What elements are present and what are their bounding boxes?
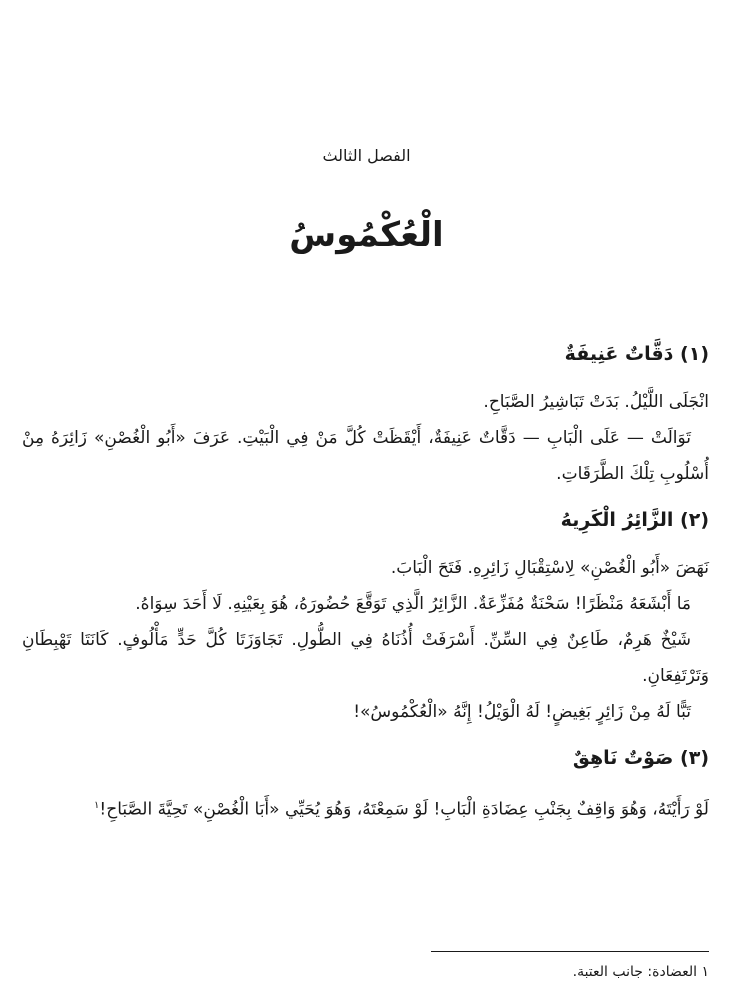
- paragraph-with-footnote-ref: [22, 788, 709, 828]
- paragraph: تَبًّا لَهُ مِنْ زَائِرٍ بَغِيضٍ! لَهُ الْوَيْلُ! إِنَّهُ «الْعُكْمُوسُ»!: [353, 702, 691, 722]
- footnote-divider: [431, 951, 709, 952]
- paragraph: تَوَالَتْ — عَلَى الْبَابِ — دَقَّاتٌ عَنِيفَةٌ، أَيْقَظَتْ كُلَّ مَنْ فِي الْبَيْتِ. عَرَفَ «أَبُو الْغُصْنِ» زَائِرَهُ مِنْ أُسْلُوبِ تِلْكَ الطَّرَقَاتِ.: [22, 428, 709, 484]
- section-heading: (١) دَقَّاتٌ عَنِيفَةٌ: [564, 343, 709, 365]
- paragraph-text: لَوْ رَأَيْتَهُ، وَهُوَ وَاقِفٌ بِجَنْبِ عِضَادَةِ الْبَابِ! لَوْ سَمِعْتَهُ، وَهُوَ يُحَيِّي «أَبَا الْغُصْنِ» تَحِيَّةَ الصَّبَاحِ!: [99, 799, 709, 820]
- section-heading: (٢) الزَّائِرُ الْكَرِيهُ: [560, 509, 709, 531]
- footnote: ١ العضادة: جانب العتبة.: [572, 964, 709, 980]
- paragraph: مَا أَبْشَعَهُ مَنْظَرًا! سَحْنَةٌ مُفَزِّعَةٌ. الزَّائِرُ الَّذِي تَوَقَّعَ حُضُورَهُ، هُوَ بِعَيْنِهِ. لَا أَحَدَ سِوَاهُ.: [135, 594, 691, 614]
- section-2: [22, 504, 709, 730]
- chapter-title: الْعُكْمُوسُ: [289, 215, 444, 255]
- section-1: [22, 338, 709, 492]
- paragraph: نَهَضَ «أَبُو الْغُصْنِ» لِاسْتِقْبَالِ زَائِرِهِ. فَتَحَ الْبَابَ.: [390, 558, 709, 578]
- section-heading: (٣) صَوْتٌ نَاهِقٌ: [572, 747, 709, 769]
- chapter-label: الفصل الثالث: [322, 146, 411, 165]
- section-3: [22, 742, 709, 828]
- footnote-ref[interactable]: ١: [94, 800, 100, 811]
- paragraph: شَيْخٌ هَرِمٌ، طَاعِنٌ فِي السِّنِّ. أَسْرَفَتْ أُذُنَاهُ فِي الطُّولِ. تَجَاوَزَتَا كُلَّ حَدٍّ مَأْلُوفٍ. كَانَتَا تَهْبِطَانِ وَتَرْتَفِعَانِ.: [22, 630, 709, 686]
- chapter-body: [22, 338, 709, 840]
- paragraph: انْجَلَى اللَّيْلُ. بَدَتْ تَبَاشِيرُ الصَّبَاحِ.: [483, 392, 709, 412]
